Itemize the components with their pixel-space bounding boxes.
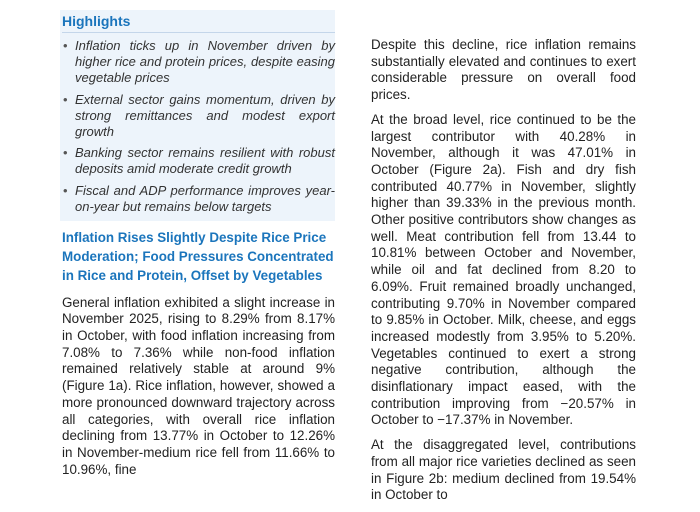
- highlight-item: • External sector gains momentum, driven by strong remittances and modest export growth: [62, 92, 335, 141]
- highlight-item: • Banking sector remains resilient with robust deposits amid moderate credit growth: [62, 145, 335, 177]
- body-paragraph: General inflation exhibited a slight increase in November 2025, rising to 8.29% from 8.17% in October, with food inflation increasing from 7.08% to 7.36% while non-food inflation remained relatively stable at around 9% (Figure 1a). Rice inflation, however, showed a more pronounced downward trajectory across all categories, with overall rice inflation declining from 13.77% in October to 12.26% in November-medium rice fell from 11.66% to 10.96%, fine: [62, 294, 335, 477]
- highlight-item: • Fiscal and ADP performance improves year-on-year but remains below targets: [62, 183, 335, 215]
- body-paragraph: At the broad level, rice continued to be the largest contributor with 40.28% in November, although it was 47.01% in October (Figure 2a). Fish and dry fish contributed 40.77% in November, slightly higher than 39.33% in the previous month. Other positive contributors show changes as well. Meat contribution fell from 13.44 to 10.81% between October and November, while oil and fat declined from 8.20 to 6.09%. Fruit remained broadly unchanged, contributing 9.70% in November compared to 9.85% in October. Milk, cheese, and eggs increased modestly from 3.95% to 5.20%. Vegetables continued to exert a strong negative contribution, although the disinflationary impact eased, with the contribution improving from −20.57% in October to −17.37% in November.: [371, 111, 636, 428]
- right-column: [371, 37, 636, 512]
- highlights-title: Highlights: [62, 12, 335, 33]
- highlight-item: • Inflation ticks up in November driven by higher rice and protein prices, despite easing vegetable prices: [62, 38, 335, 87]
- section-heading: Inflation Rises Slightly Despite Rice Price Moderation; Food Pressures Concentrated in Rice and Protein, Offset by Vegetables: [62, 230, 334, 284]
- highlights-list: [62, 38, 335, 215]
- body-paragraph: Despite this decline, rice inflation remains substantially elevated and continues to exert considerable pressure on overall food prices.: [371, 37, 636, 103]
- body-paragraph: At the disaggregated level, contributions from all major rice varieties declined as seen in Figure 2b: medium declined from 19.54% in October to: [371, 437, 636, 503]
- highlights-box: [60, 10, 335, 221]
- left-column: [60, 10, 335, 478]
